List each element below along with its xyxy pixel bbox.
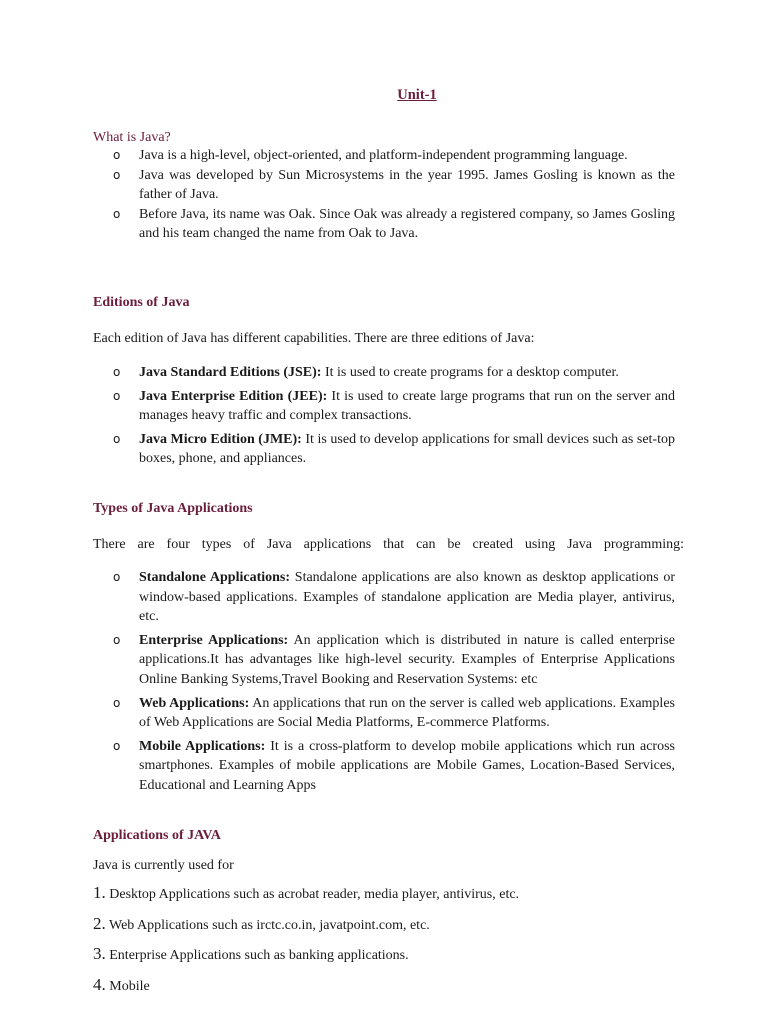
section-heading-types: Types of Java Applications — [93, 501, 253, 516]
bullet-icon: o — [113, 738, 121, 753]
list-item: o Web Applications: An applications that run on the server is called web applications. Examples of Web Applications are Social Media Platforms, E-commerce Platforms. — [113, 695, 675, 731]
section-heading-editions: Editions of Java — [93, 295, 190, 310]
bullet-icon: o — [113, 365, 121, 379]
numbered-item: 1. Desktop Applications such as acrobat reader, media player, antivirus, etc. — [93, 883, 520, 902]
bullet-icon: o — [113, 695, 121, 710]
bullet-icon: o — [113, 167, 121, 182]
list-item: o Java was developed by Sun Microsystems in the year 1995. James Gosling is known as the father of Java. — [113, 167, 675, 203]
list-item: o Java is a high-level, object-oriented, and platform-independent programming language. — [0, 146, 675, 166]
types-intro: There are four types of Java applications that can be created using Java programming: — [93, 537, 684, 552]
numbered-item: 4. Mobile — [93, 975, 150, 994]
list-item: o Java Enterprise Edition (JEE): It is used to create large programs that run on the server and manages heavy traffic and complex transactions. — [113, 388, 675, 424]
bullet-icon: o — [113, 632, 121, 647]
bullet-icon: o — [113, 431, 121, 446]
document-title: Unit-1 — [397, 87, 437, 103]
bullet-icon: o — [113, 148, 121, 162]
types-list — [0, 568, 675, 796]
list-item: o Mobile Applications: It is a cross-platform to develop mobile applications which run across smartphones. Examples of mobile applications are Mobile Games, Location-Based Services, Educational and Learning Apps — [113, 738, 675, 793]
list-item: o Before Java, its name was Oak. Since Oak was already a registered company, so James Gosling and his team changed the name from Oak to Java. — [113, 206, 675, 242]
list-item: o Java Micro Edition (JME): It is used to develop applications for small devices such as set-top boxes, phone, and appliances. — [113, 431, 675, 467]
section-heading-what-is-java: What is Java? — [93, 130, 171, 145]
bullet-icon: o — [113, 206, 121, 221]
applications-intro: Java is currently used for — [93, 858, 234, 873]
numbered-item: 3. Enterprise Applications such as banking applications. — [93, 944, 409, 963]
bullet-icon: o — [113, 388, 121, 403]
what-is-java-list — [0, 146, 675, 244]
bullet-icon: o — [113, 570, 121, 584]
numbered-item: 2. Web Applications such as irctc.co.in, javatpoint.com, etc. — [93, 914, 430, 933]
editions-list — [0, 363, 675, 469]
list-item: o Enterprise Applications: An application which is distributed in nature is called enterprise applications.It has advantages like high-level security. Examples of Enterprise Applications Online Banking Systems,Travel Booking and Reservation Systems: etc — [113, 632, 675, 687]
list-item: o Java Standard Editions (JSE): It is used to create programs for a desktop computer. — [0, 363, 675, 383]
list-item: o Standalone Applications: Standalone applications are also known as desktop applications or window-based applications. Examples of standalone application are Media player, antivirus, etc. — [113, 570, 675, 625]
editions-intro: Each edition of Java has different capabilities. There are three editions of Java: — [93, 331, 535, 346]
section-heading-applications: Applications of JAVA — [93, 828, 221, 843]
